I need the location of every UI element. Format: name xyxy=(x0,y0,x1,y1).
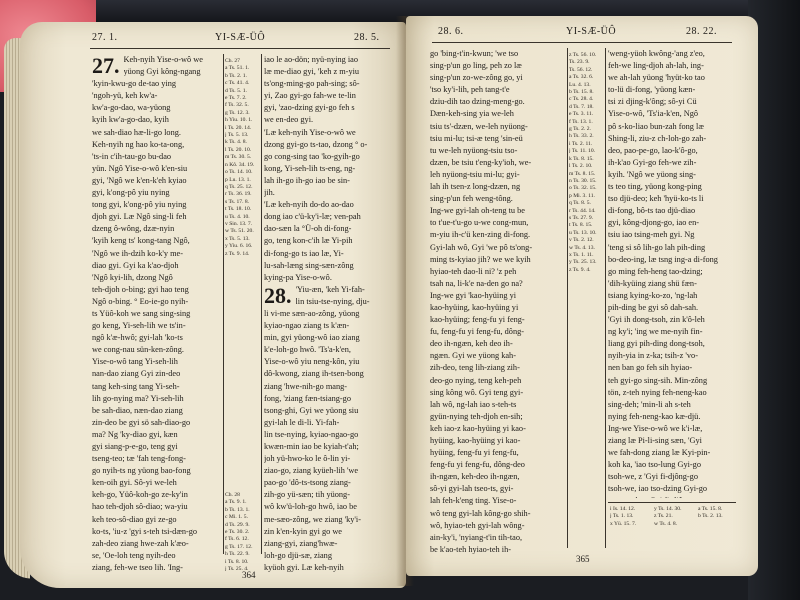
text-line: deo, pao-pe-go, lao-k'ô-go, xyxy=(608,145,698,155)
ref-list-ch28 xyxy=(225,492,259,572)
reference-line: a Ts. 15. 8. xyxy=(698,506,723,512)
header-rule xyxy=(90,48,390,49)
text-line: diao gyi. Gyi ka k'ao-djoh xyxy=(92,260,179,270)
reference-line: g Ts. 2. 2. xyxy=(569,126,591,133)
reference-line: d Ts. 29. 9. xyxy=(225,521,250,528)
reference-line: i Ts. 2. 11. xyxy=(569,140,593,147)
text-line: keh teo-sô-diao gyi ze-go xyxy=(92,514,177,524)
text-line: dziu-dih tao dzing-meng-go. xyxy=(430,97,525,107)
text-line: dong iao c'ü-ky'i-læ; ven-pah xyxy=(264,212,361,222)
reference-line: o Ts. 14. 10. xyxy=(225,169,253,176)
header-rule xyxy=(432,42,732,43)
text-line: liang gyi pih-ding dong-tsoh, xyxy=(608,339,705,349)
reference-line: j Ts. 25. 4. xyxy=(225,566,249,572)
reference-line: b Ts. 13. 1. xyxy=(225,506,250,513)
text-line: 'Ngô we ih-dzih ko-k'y me- xyxy=(92,248,184,258)
text-line: tsiu iao tsing-meh gyi. Ng xyxy=(608,230,695,240)
text-line: teh gyi-go sing-sih. Min-zông xyxy=(608,375,708,385)
reference-line: e Ts. 3. 11. xyxy=(569,111,594,118)
text-line: sing kông wô. Gyi teng gyi- xyxy=(430,387,524,397)
right-col1-lines xyxy=(430,48,564,556)
reference-line: p Lu. 13. 1. xyxy=(225,176,251,183)
text-line: to-lü di-fong, 'yüong kæn- xyxy=(608,85,696,95)
text-line: m-yiu ih-c'ü ken-zing di-fong. xyxy=(430,230,531,240)
text-line: go cong-sing tao 'ko-gyih-go xyxy=(264,151,360,161)
text-line: we ah-lah yüong 'hyüt-ko tao xyxy=(608,73,705,83)
text-line: pih-ding be gyi sô dah-sah. xyxy=(608,302,699,312)
text-line: me-sæo-zông, we ziang 'ky'i- xyxy=(264,514,361,524)
text-line: zin k'en-kyin gyi go we xyxy=(264,526,342,536)
text-line: ming ts-kyiao jih? we we kyih xyxy=(430,254,531,264)
reference-line: l Ts. 20. 10. xyxy=(225,146,252,153)
text-line: gyi, 'Ngô we k'en-k'eh kyiao xyxy=(92,175,187,185)
reference-line: m Ts. 30. 5. xyxy=(225,154,252,161)
text-line: lah feh-k'eng ting. Yise-o- xyxy=(430,496,517,506)
reference-line: w Ts. 4. 8. xyxy=(654,520,678,527)
text-line: gyi, 'zao-dzing gyi-go feh s xyxy=(264,103,355,113)
reference-line: z Ts. 56. 10. xyxy=(569,52,597,58)
text-line: go 'bing-t'in-kwun; 'we tso xyxy=(430,49,519,58)
left-col1-lines xyxy=(92,54,220,574)
text-line: gyi, kông-djong-go, iao en- xyxy=(608,218,700,228)
reference-line: n Ts. 30. 15. xyxy=(569,177,597,184)
left-header-ref-end: 28. 5. xyxy=(354,32,380,43)
text-line: kao-hyüing; feng-fu yi feng- xyxy=(430,315,525,325)
reference-line: q Ts. 8. 5. xyxy=(569,200,591,207)
reference-line: p Mi. 3. 11. xyxy=(569,192,595,199)
column-divider xyxy=(605,48,606,548)
reference-line: w Ts. 51. 20. xyxy=(225,228,254,235)
text-line: sô-yi gyi-lah tseo-ts, gyi- xyxy=(430,484,514,494)
text-line: go, teng kon-c'ih læ Yi-pih xyxy=(264,236,353,246)
reference-line: j Ts. 11. 10. xyxy=(569,148,596,155)
text-line: 'weng-yüoh kwông-'ang z'eo, xyxy=(608,49,705,58)
reference-line: t Ts. 18. 10. xyxy=(225,206,252,213)
chapter-27-number: 27. xyxy=(92,54,120,78)
text-line: læ me-diao gyi, 'keh z m-yiu xyxy=(264,67,360,77)
reference-line: y Yiu. 6. 16. xyxy=(225,243,253,250)
text-line: nan-dao ziang Gyi zin-deo xyxy=(92,369,181,379)
reference-line: z Ts. 9. 14. xyxy=(225,250,250,257)
reference-line: n Kô. 34. 19. xyxy=(225,161,255,168)
reference-line: h Yiu. 10. 1. xyxy=(225,117,253,124)
text-line: Keh-nyih ng hao ko-ta-ong, xyxy=(92,139,185,149)
reference-line: e Ts. 7. 2. xyxy=(225,95,247,102)
text-line: ma? Ng 'ky-diao gyi, kæn xyxy=(92,429,178,439)
text-line: tsah na, li-k'e na-den go na? xyxy=(430,278,523,288)
text-line: dao-sæn la °Ü-oh di-fong- xyxy=(264,224,352,234)
reference-line: s Ts. 27. 9. xyxy=(569,214,594,221)
reference-line: i Ts. 20. 14. xyxy=(225,124,252,131)
text-line: lah wô, ng-lah iao s-teh-ts xyxy=(430,399,517,409)
column-divider xyxy=(567,48,568,548)
reference-line: x Yü. 15. 7. xyxy=(610,520,637,527)
reference-line: a Ts. 32. 6. xyxy=(569,74,594,81)
text-line: we cong-nau sün-ken-zông. xyxy=(92,345,184,355)
text-line: lah ih-go ih-go iao be sin- xyxy=(264,175,350,185)
text-line: lin tsiu-tse-nying, dju- xyxy=(295,296,370,306)
right-page xyxy=(406,16,758,576)
text-line: lih go-nying ma? Yi-seh-lih xyxy=(92,393,184,403)
reference-line: z Ts. 21. xyxy=(654,513,673,520)
text-line: go ming feh-heng tao-dzing; xyxy=(608,266,703,276)
reference-line: g Ts. 12. 3. xyxy=(225,109,250,116)
reference-line: f Ts. 32. 5. xyxy=(225,102,249,109)
text-line: fu, feng-fu yi feng-fu, dông- xyxy=(430,327,525,337)
text-line: kao-hyüing, kao-hyüing yi xyxy=(430,302,519,312)
text-line: be sah-diao, næn-dao ziang xyxy=(92,405,183,415)
text-line: lu-sah-læng sing-sæn-zông xyxy=(264,260,354,270)
text-line: 'dih-kyüing ziang shü fæn- xyxy=(608,278,697,288)
text-line: dzeng ô-wông, dzæ-nyin xyxy=(92,224,175,234)
reference-line: b Ts. 2. 1. xyxy=(225,72,247,79)
text-line: deo ih-ngæn, keh deo ih- xyxy=(430,339,513,349)
footnote-rule xyxy=(608,502,736,503)
reference-line: Ch. 27 xyxy=(225,58,240,64)
text-line: sing-p'un feh weng-tông. xyxy=(430,194,513,204)
text-line: ts teo ting, yüong kong-ping xyxy=(608,182,702,192)
text-line: yün. Ngô Yise-o-wô k'en-siu xyxy=(92,163,188,173)
text-line: tsoh-we, z 'Gyi fi-djông-go xyxy=(608,472,698,482)
text-line: deo-go nying, teng keh-peh xyxy=(430,375,522,385)
text-line: ziang læ Pi-li-sing sæn, 'Gyi xyxy=(608,436,702,445)
reference-line: b Ts. 2. 13. xyxy=(698,513,723,520)
text-line: loh-go djü-sæ, ziang xyxy=(264,550,332,560)
text-line: Keh-nyih Yise-o-wô we xyxy=(123,55,203,64)
text-line: gyi siang-p-e-go, teng gyi xyxy=(92,442,178,451)
text-line: tso djü-deo; keh 'hyü-ko-ts li xyxy=(608,194,704,204)
left-header-ref-start: 27. 1. xyxy=(92,32,118,43)
text-line: pao-go 'dô-ts-tsong ziang- xyxy=(264,478,351,488)
text-line: tsiu mi-lu; tsi-æ teng 'sin-eü xyxy=(430,133,523,143)
text-line: feh-we ling-djoh ah-lah, ing- xyxy=(608,61,704,71)
left-header-title: YI-SÆ-ÜÔ xyxy=(215,32,266,43)
footnote-ref-list xyxy=(610,506,736,528)
right-text-column-1 xyxy=(430,48,564,556)
text-line: ziang-gyi, ziang'hwæ- xyxy=(264,538,338,548)
text-line: tsiu ts'-dzæn, we-leh nyüong- xyxy=(430,121,528,131)
text-line: hyiao-teh dao-li ni? 'z peh xyxy=(430,266,517,276)
text-line: 'Ngô kyi-lih, dzong Ngô xyxy=(92,272,173,282)
text-line: tsong-ghi, Gyi we yüong siu xyxy=(264,405,359,415)
text-line: kyüoh gyi. Læ keh-nyih xyxy=(264,562,344,572)
text-line: lah ih tsen-z long-dzæn, ng xyxy=(430,182,521,192)
column-divider xyxy=(261,54,262,554)
text-line: yüong Gyi kông-ngang xyxy=(123,67,201,77)
left-page xyxy=(20,22,406,588)
text-line: tön, z-teh nying feh-neng-kao xyxy=(608,387,707,397)
reference-line: y Ts. 25. 13. xyxy=(569,259,597,266)
text-line: we sah-diao hæ-li-go long. xyxy=(92,127,181,137)
text-line: 'Yiu-æn, 'keh Yi-fah- xyxy=(295,284,365,294)
text-line: di-fong-go ts iao læ, Yi- xyxy=(264,248,344,258)
text-line: iao le ao-dön; nyü-nying iao xyxy=(264,55,359,64)
text-line: 'Gyi ih dong-tsoh, zin k'ô-leh xyxy=(608,315,705,325)
text-line: Ngô o-bing. ° Eo-ie-go nyih- xyxy=(92,296,189,306)
text-line: Ing-we gyi-lah oh-teng tu be xyxy=(430,206,525,216)
reference-line: a Ts. 9. 1. xyxy=(225,499,247,506)
text-line: tsi zi djing-k'ông; sô-yi Cü xyxy=(608,97,697,107)
text-line: kw'a-go-dao, wa-yüong xyxy=(92,103,171,113)
reference-line: g Ts. 17. 12. xyxy=(225,543,253,550)
text-line: nen ban go feh sih hyiao- xyxy=(608,363,693,373)
text-line: ain-ky'i, 'nyiang-t'in tih-tao, xyxy=(430,532,523,542)
text-line: pô s-ko-liao bun-zah fong læ xyxy=(608,121,704,131)
text-line: 'Læ keh-nyih Yise-o-wô we xyxy=(264,127,356,137)
text-line: ng ky'i; 'ing we me-nyih fin- xyxy=(608,327,703,337)
text-line: keh-go, Yüô-koh-go ze-ky'in xyxy=(92,490,188,500)
text-line: ziang, feh-we tseo lih. 'Ing- xyxy=(92,562,183,572)
text-line: go nyih-ts ng yüong bao-fong xyxy=(92,466,191,476)
reference-line: o Ts. 32. 15. xyxy=(569,185,597,192)
left-col2-lines-part1 xyxy=(264,54,390,284)
text-line: wô teng gyi-lah kông-go shih- xyxy=(430,508,531,518)
reference-line: a Ts. 51. 1. xyxy=(225,65,250,72)
text-line: wô kw'ü-loh-go hwô, iao be xyxy=(264,502,357,512)
text-line: gyün-nying teh-djoh en-sih; xyxy=(430,411,523,421)
right-page-number: 365 xyxy=(576,554,590,564)
reference-line: k Ts. 8. 15. xyxy=(569,155,594,162)
reference-line: i Is. 14. 12. xyxy=(610,506,636,512)
text-line: ken-oih gyi. Sô-yi we-leh xyxy=(92,478,177,488)
text-line: Yise-o-wô tang Yi-seh-lih xyxy=(92,357,178,367)
text-line: nyih-yia in z-ka; tsih-z 'vo- xyxy=(608,351,698,361)
reference-line: Ch. 28 xyxy=(225,492,240,498)
reference-line: j Ts. 5. 13. xyxy=(225,132,249,139)
reference-line: e Ts. 30. 2. xyxy=(225,529,250,536)
text-line: lin tse-nying, kyiao-ngao-go xyxy=(264,429,359,439)
text-line: tsoh-we, iao tso-dzing Gyi-go xyxy=(608,484,708,494)
reference-line: z Ts. 9. 4. xyxy=(569,266,591,273)
text-line: ngæn. Gyi we yüong kah- xyxy=(430,351,516,361)
text-line: kwæn-min iao be kyiah-t'ah; xyxy=(264,442,359,451)
text-line: 'ts-in c'ih-tau-go bu-dao xyxy=(92,151,172,161)
text-line: min, gyi yüong-wô iao ziang xyxy=(264,333,360,343)
reference-line: r Ts. 44. 14. xyxy=(569,207,596,214)
reference-line: h Ts. 33. 2. xyxy=(569,133,594,140)
text-line: k'e-loh-go hwô. 'Ts'a-k'en, xyxy=(264,345,351,355)
right-text-column-2 xyxy=(608,48,736,498)
reference-line: d Ts. 5. 1. xyxy=(225,87,247,94)
text-line: djoh gyi. Læ Ngô sing-li feh xyxy=(92,212,187,222)
text-line: tsiang kying-ko-zo, 'ng-lah xyxy=(608,290,698,300)
text-line: 'kyin-kwu-go de-tao ying xyxy=(92,79,176,89)
reference-line: x Ts. 5. 13. xyxy=(225,235,250,242)
reference-line: b Ts. 15. 8. xyxy=(569,89,594,96)
text-line: 'kyih keng ts' kong-tang Ngô, xyxy=(92,236,190,246)
text-line: leh nyüong-tsiu mi-lu; gyi- xyxy=(430,169,520,179)
text-line: gyi-lah le di-li. Yi-fah- xyxy=(264,417,340,427)
ref-list-right xyxy=(569,52,603,274)
left-text-column-2 xyxy=(264,54,390,574)
reference-line: m Ts. 8. 15. xyxy=(569,170,596,177)
text-line: ts Yüô-koh we sang sing-sing xyxy=(92,308,191,318)
left-col2-lines-part2 xyxy=(264,284,390,574)
text-line: ko-ts, 'iu-z 'gyi s-teh tsi-dæn-go xyxy=(92,526,198,536)
reference-line: y Ts. 14. 30. xyxy=(654,506,682,512)
text-line: Ing-we Yise-o-wô we k'i-læ, xyxy=(608,423,703,433)
reference-line: Lu. 4. 13. xyxy=(569,81,591,88)
text-line: hao teh-djoh sô-diao; wa-yiu xyxy=(92,502,188,512)
text-line: di-fong, bô-ts tao djü-diao xyxy=(608,206,696,216)
reference-line: f Ts. 6. 12. xyxy=(225,536,249,543)
text-line: dô-kwong, ziang ih-tsen-bong xyxy=(264,369,364,379)
reference-line: Ts. 56. 12. xyxy=(569,66,593,73)
right-footnote-refs xyxy=(610,506,736,546)
reference-line: c Ts. 28. 4. xyxy=(569,96,594,103)
text-line: 'Læ keh-nyih do-do ao-dao xyxy=(264,200,354,210)
text-line: kyih. 'Ngô we yüong sing- xyxy=(608,169,696,179)
text-line: zih-deo, teng lih-ziang zih- xyxy=(430,363,520,373)
text-line: Ing-we gyi 'kao-hyüing yi xyxy=(430,290,517,300)
text-line: kong, Yi-seh-lih ts-eng, ng- xyxy=(264,163,356,173)
right-header-ref-start: 28. 6. xyxy=(438,26,464,37)
text-line: ts'ong-ming-go pah-sing; sô- xyxy=(264,79,360,89)
text-line: kying-pa Yise-o-wô. xyxy=(264,272,332,282)
left-reference-column-ch28 xyxy=(225,492,259,572)
chapter-28-number: 28. xyxy=(264,282,292,308)
text-line: fong, 'ziang fæn-tsiang-go xyxy=(264,393,351,403)
text-line: kyih kw'a-go-dao, kyih xyxy=(92,115,169,125)
text-line: 'tso ky'i-lih, peh tang-t'e xyxy=(430,85,510,95)
text-line: zih-go yü-sæn; tih yüong- xyxy=(264,490,350,500)
text-line: li vi-me sæn-ao-zông, yüong xyxy=(264,308,360,318)
reference-line: Ts. 23. 9. xyxy=(569,59,590,66)
text-line: tang keh-sing tang Yi-seh- xyxy=(92,381,180,391)
text-line: we en-deo gyi. xyxy=(264,115,314,125)
reference-line: k Ts. 4. 8. xyxy=(225,139,247,146)
left-page-number: 364 xyxy=(242,570,256,580)
text-line: Yise-o-wô yiu neng-kôn, yiu xyxy=(264,357,360,367)
reference-line: l Ts. 2. 10. xyxy=(569,163,593,170)
text-line: yi, Zao gyi-go fah-we te-lin xyxy=(264,91,356,101)
text-line: ngô k'æ-hwô; gyi-lah 'ko-ts xyxy=(92,333,183,343)
reference-line: h Ts. 22. 9. xyxy=(225,551,250,558)
reference-line: w Ts. 4. 13. xyxy=(569,244,595,251)
reference-line: q Ts. 25. 12. xyxy=(225,183,253,190)
reference-line: j Ts. 1. 13. xyxy=(610,513,634,520)
text-line: ih-ngæn, keh-deo ih-ngæn, xyxy=(430,472,520,482)
right-header-ref-end: 28. 22. xyxy=(686,26,717,37)
text-line: zin-deo be gyi sö sah-diao-go xyxy=(92,417,191,427)
right-header-title: YI-SÆ-ÜÔ xyxy=(566,26,617,37)
column-divider xyxy=(223,54,224,554)
right-reference-column xyxy=(569,52,603,522)
text-line: tseng-teo; tæ 'fah teng-fong- xyxy=(92,454,186,464)
text-line: hyüing, kao-hyüing yi kao- xyxy=(430,436,521,445)
reference-line: i Ts. 8. 10. xyxy=(225,558,249,565)
text-line: kyiao-ngao ziang ts k'æn- xyxy=(264,321,350,331)
text-line xyxy=(608,495,736,498)
text-line: zah-deo ziang hwe-zah k'æo- xyxy=(92,538,189,548)
text-line: sing-p'un go ling, peh zo læ xyxy=(430,61,522,71)
text-line: tong gyi, k'ong-pô yiu nying xyxy=(92,200,187,210)
right-col2-lines xyxy=(608,48,736,498)
text-line: Yise-o-wô, 'Ts'ia-k'en, Ngô xyxy=(608,109,699,119)
text-line: ziang 'hwe-nih-go mang- xyxy=(264,381,348,391)
text-line: wô, hyiao-teh gyi-lah wông- xyxy=(430,520,525,530)
text-line: gyi, k'ong-pô yiu nying xyxy=(92,188,170,198)
text-line: Gyi-lah wô, Gyi 'we pô ts'ong- xyxy=(430,242,533,252)
text-line: feng-fu yi feng-fu, dông-deo xyxy=(430,460,525,470)
reference-line: v Ts. 2. 12. xyxy=(569,237,594,244)
reference-line: r Ts. 36. 19. xyxy=(225,191,252,198)
text-line: jih. xyxy=(264,188,275,198)
text-line: teh-djoh o-bing; gyi hao teng xyxy=(92,284,189,294)
text-line: 'ngoh-yü, keh kw'a- xyxy=(92,91,158,101)
text-line: 'teng si sô lih-go lah pih-ding xyxy=(608,242,706,252)
text-line: dzong gyi-go ts-tao, dzong ° o- xyxy=(264,139,368,149)
text-line: nying feh-neng-kao kæ-djü. xyxy=(608,411,701,421)
reference-line: t Ts. 8. 15. xyxy=(569,222,593,229)
reference-line: v Sin. 13. 7. xyxy=(225,220,253,227)
reference-line: x Ts. 1. 11. xyxy=(569,251,594,258)
text-line: to t'ue-t'u-go u-we cong-mun, xyxy=(430,218,529,228)
text-line: ih-k'ao Gyi-go feh-we zih- xyxy=(608,157,697,167)
text-line: ziao-go, ziang kyüeh-lih 'we xyxy=(264,466,359,476)
text-line: bo-deo-ing, læ tsng ing-a di-fong xyxy=(608,254,718,264)
ref-list-ch27 xyxy=(225,58,259,258)
text-line: Shing-li, ziu-z ch-loh-go zah- xyxy=(608,133,707,143)
reference-line: u Ts. 13. 10. xyxy=(569,229,597,236)
text-line: Dæn-keh-sing yia we-leh xyxy=(430,109,514,119)
text-line: tu we-leh nyüong-tsiu tso- xyxy=(430,145,518,155)
text-line: we fah-dong ziang læ Kyi-pin- xyxy=(608,448,711,458)
text-line: go keng, Yi-seh-lih we ts'in- xyxy=(92,321,186,331)
text-line: be k'ao-teh hyiao-teh ih- xyxy=(430,544,511,554)
reference-line: f Ts. 13. 1. xyxy=(569,118,593,125)
text-line: sing-deh; 'min-li ah s-teh xyxy=(608,399,691,409)
text-line: hyüing, feng-fu yi feng-fu, xyxy=(430,448,519,458)
reference-line: s Ts. 17. 8. xyxy=(225,198,250,205)
reference-line: c Ts. 41. 4. xyxy=(225,80,250,87)
left-text-column-1 xyxy=(92,54,220,574)
text-line: dzæn, be tsiu t'eng-ky'ioh, we- xyxy=(430,157,532,167)
text-line: koh ka, 'iao tso-lung Gyi-go xyxy=(608,460,701,470)
left-reference-column-ch27 xyxy=(225,58,259,488)
text-line: joh yü-hwo-ko le ô-lin yi- xyxy=(264,454,351,464)
text-line: se, 'Oe-loh teng nyih-deo xyxy=(92,550,176,560)
reference-line: u Ts. 4. 10. xyxy=(225,213,250,220)
text-line: keh iao-z kao-hyüing yi kao- xyxy=(430,423,526,433)
reference-line: c Mi. 1. 5. xyxy=(225,514,248,521)
reference-line: d Ts. 7. 18. xyxy=(569,103,594,110)
text-line: sing-p'un zo-we-zông go, yi xyxy=(430,73,523,83)
